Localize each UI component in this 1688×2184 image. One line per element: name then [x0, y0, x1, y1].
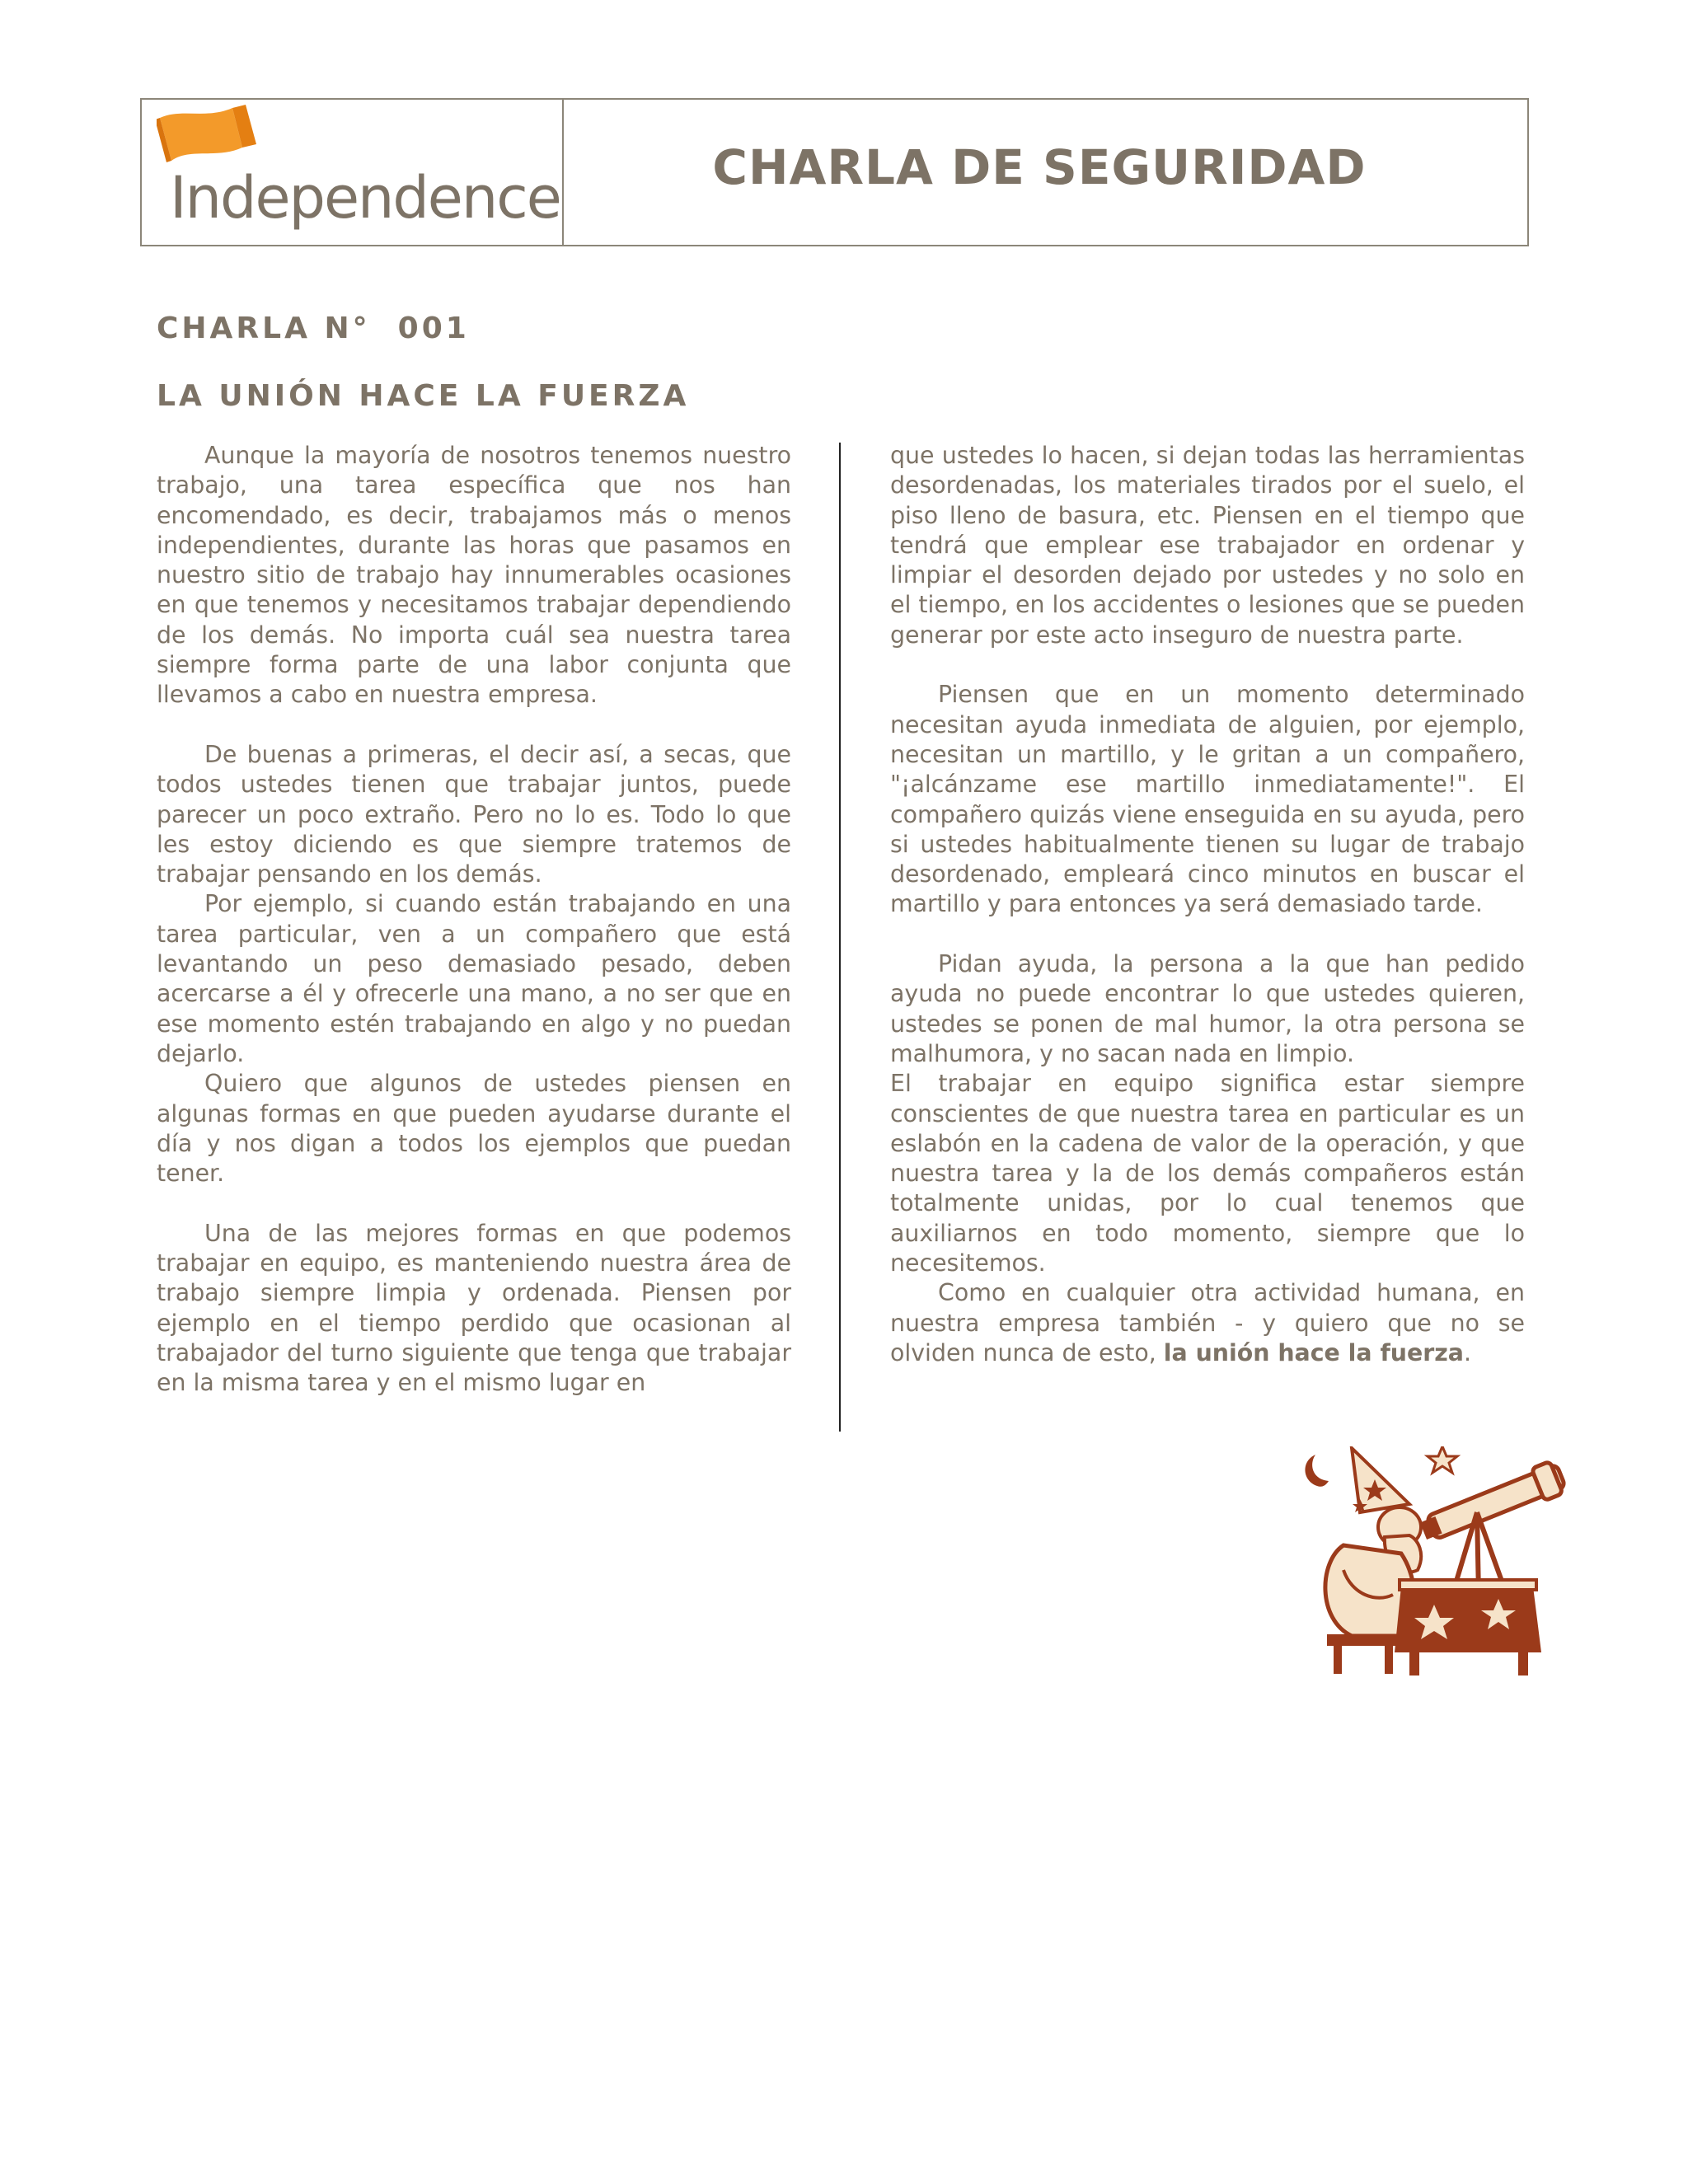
closing-bold-text: la unión hace la fuerza: [1163, 1338, 1464, 1366]
logo-cell: [142, 100, 564, 245]
paragraph: Quiero que algunos de ustedes piensen en algunas formas en que pueden ayudarse durante el día y nos digan a todos los ejemplos que puedan tener.: [157, 1070, 791, 1188]
paragraph: Piensen que en un momento determinado necesitan ayuda inmediata de alguien, por ejemplo, necesitan un martillo, y le gritan a un compañero, "¡alcánzame ese martillo inmediatamente!". El compañero quizás viene enseguida en su ayuda, pero si ustedes habitualmente tienen su lugar de trabajo desordenado, empleará cinco minutos en buscar el martillo y para entonces ya será demasiado tarde.: [890, 681, 1525, 918]
paragraph: De buenas a primeras, el decir así, a secas, que todos ustedes tienen que trabajar juntos, puede parecer un poco extraño. Pero no lo es. Todo lo que les estoy diciendo es que siempre tratemos de trabajar pensando en los demás.: [157, 740, 791, 888]
talk-title: LA UNIÓN HACE LA FUERZA: [157, 379, 690, 413]
left-column: [157, 441, 791, 1399]
paragraph: Pidan ayuda, la persona a la que han pedido ayuda no puede encontrar lo que ustedes quieren, ustedes se ponen de mal humor, la otra persona se malhumora, y no sacan nada en limpio.: [890, 950, 1525, 1067]
column-divider: [839, 443, 841, 1432]
company-logo: Independence: [170, 164, 560, 232]
right-column: [890, 441, 1525, 1368]
closing-period: .: [1463, 1338, 1471, 1366]
paragraph: que ustedes lo hacen, si dejan todas las herramientas desordenadas, los materiales tirados por el suelo, el piso lleno de basura, etc. Piensen en el tiempo que tendrá que emplear ese trabajador en ordenar y limpiar el desorden dejado por ustedes y no solo en el tiempo, en los accidentes o lesiones que se pueden generar por este acto inseguro de nuestra parte.: [890, 442, 1525, 649]
flag-icon: [157, 101, 260, 171]
talk-number: CHARLA N° 001: [157, 312, 470, 345]
paragraph: Por ejemplo, si cuando están trabajando en una tarea particular, ven a un compañero que está levantando un peso demasiado pesado, deben acercarse a él y ofrecerle una mano, a no ser que en ese momento estén trabajando en algo y no puedan dejarlo.: [157, 890, 791, 1067]
paragraph: El trabajar en equipo significa estar siempre conscientes de que nuestra tarea en particular es un eslabón en la cadena de valor de la operación, y que nuestra tarea y la de los demás compañeros están totalmente unidas, por lo cual tenemos que auxiliarnos en todo momento, siempre que lo necesitemos.: [890, 1070, 1525, 1277]
closing-text: Como en cualquier otra actividad humana, en nuestra empresa también - y quiero que no se olviden nunca de esto,: [890, 1279, 1525, 1366]
paragraph: Una de las mejores formas en que podemos trabajar en equipo, es manteniendo nuestra área de trabajo siempre limpia y ordenada. Piensen por ejemplo en el tiempo perdido que ocasionan al trabajador del turno siguiente que tenga que trabajar en la misma tarea y en el mismo lugar en: [157, 1219, 791, 1397]
paragraph: Aunque la mayoría de nosotros tenemos nuestro trabajo, una tarea específica que nos han encomendado, es decir, trabajamos más o menos independientes, durante las horas que pasamos en nuestro sitio de trabajo hay innumerables ocasiones en que tenemos y necesitamos trabajar dependiendo de los demás. No importa cuál sea nuestra tarea siempre forma parte de una labor conjunta que llevamos a cabo en nuestra empresa.: [157, 442, 791, 709]
header-table: [140, 98, 1529, 246]
title-cell: [564, 100, 1527, 245]
wizard-telescope-illustration: [1294, 1446, 1574, 1677]
document-title: CHARLA DE SEGURIDAD: [712, 139, 1367, 195]
closing-paragraph: [890, 1278, 1525, 1368]
